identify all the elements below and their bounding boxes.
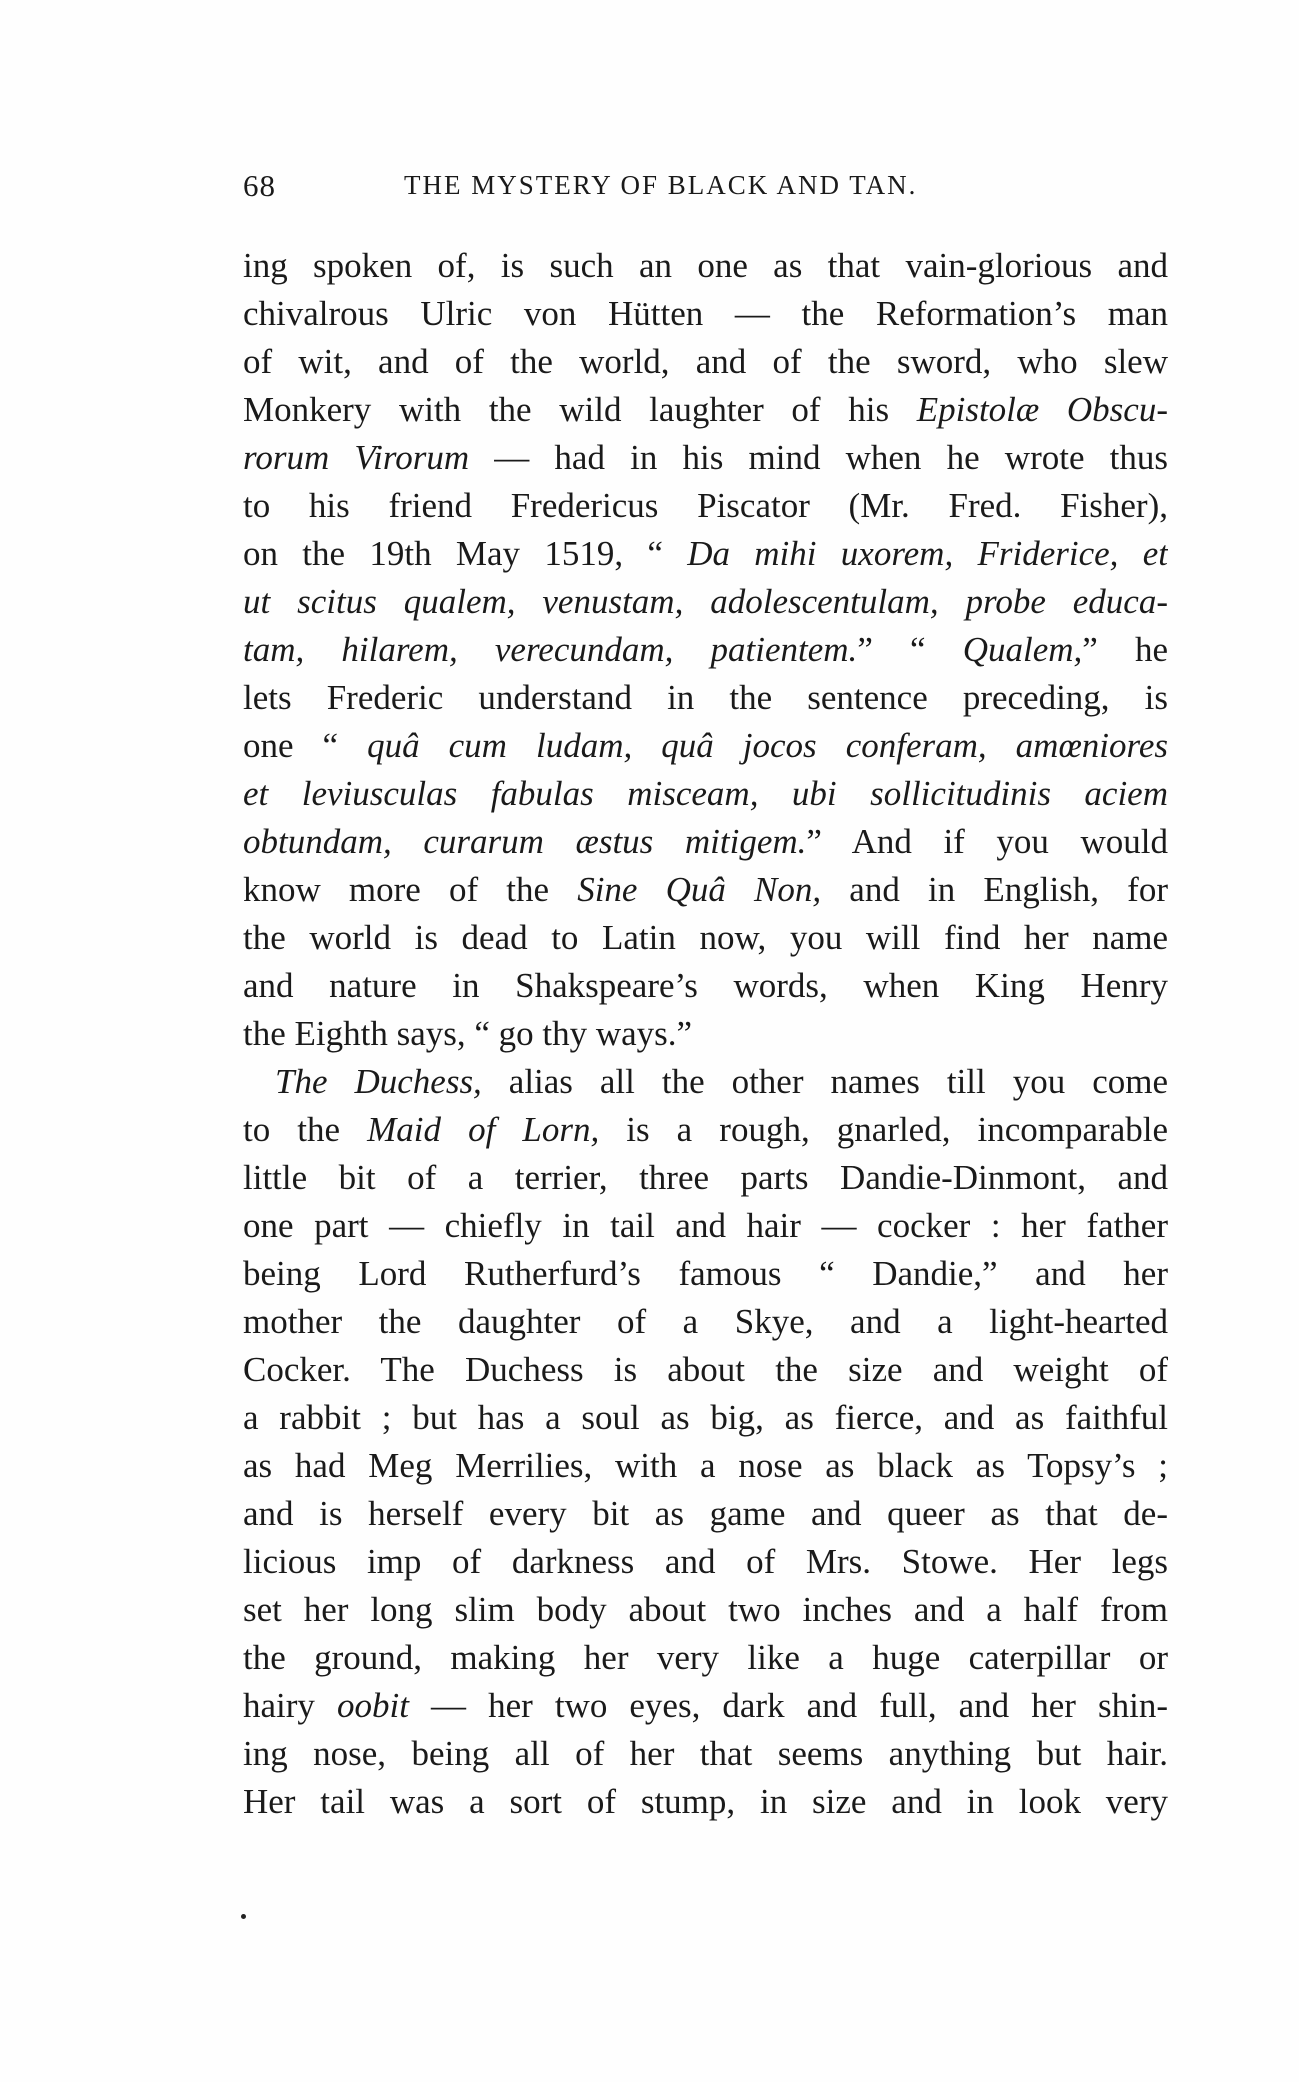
line-text: Cocker. The Duchess is about the size and weight of: [243, 1350, 1168, 1389]
italic-segment: Sine Quâ Non,: [577, 870, 822, 909]
body-text: [243, 242, 1168, 1826]
text-line: [243, 434, 1168, 482]
text-line: [243, 1394, 1168, 1442]
italic-segment: Epistolæ Obscu-: [916, 390, 1168, 429]
line-text: lets Frederic understand in the sentence preceding, is: [243, 678, 1168, 717]
text-line: [243, 770, 1168, 818]
line-text: chivalrous Ulric von Hütten — the Reformation’s man: [243, 294, 1168, 333]
italic-segment: rorum Virorum: [243, 438, 470, 477]
line-segment: ” “: [857, 630, 963, 669]
text-line: [243, 290, 1168, 338]
line-segment: on the 19th May 1519, “: [243, 534, 688, 573]
italic-segment: ut scitus qualem, venustam, adolescentulam, probe educa-: [243, 582, 1168, 621]
ink-speck: [241, 1914, 246, 1919]
text-line: [243, 1442, 1168, 1490]
line-text: mother the daughter of a Skye, and a light-hearted: [243, 1302, 1168, 1341]
line-text: a rabbit ; but has a soul as big, as fierce, and as faithful: [243, 1398, 1168, 1437]
italic-segment: The Duchess,: [275, 1062, 482, 1101]
line-segment: hairy: [243, 1686, 337, 1725]
italic-segment: Qualem,: [962, 630, 1083, 669]
text-line: [243, 1586, 1168, 1634]
text-line: [243, 914, 1168, 962]
text-line: [243, 1298, 1168, 1346]
line-text: as had Meg Merrilies, with a nose as black as Topsy’s ;: [243, 1446, 1168, 1485]
line-text: Her tail was a sort of stump, in size and in look very: [243, 1782, 1168, 1821]
line-segment: and in English, for: [821, 870, 1168, 909]
text-line: [243, 530, 1168, 578]
text-line: [243, 1202, 1168, 1250]
text-line: [243, 1538, 1168, 1586]
text-line: [243, 1106, 1168, 1154]
line-segment: — her two eyes, dark and full, and her shin-: [408, 1686, 1168, 1725]
text-line: [243, 1346, 1168, 1394]
text-line: [243, 1730, 1168, 1778]
text-line: [243, 1010, 1168, 1058]
line-text: the world is dead to Latin now, you will find her name: [243, 918, 1168, 957]
line-text: little bit of a terrier, three parts Dandie-Dinmont, and: [243, 1158, 1168, 1197]
line-text: the ground, making her very like a huge caterpillar or: [243, 1638, 1168, 1677]
text-line: [243, 1490, 1168, 1538]
page-number: 68: [243, 168, 276, 203]
text-line: [243, 962, 1168, 1010]
text-line: [243, 866, 1168, 914]
italic-segment: quâ cum ludam, quâ jocos conferam, amœniores: [367, 726, 1168, 765]
line-segment: — had in his mind when he wrote thus: [469, 438, 1168, 477]
line-text: set her long slim body about two inches and a half from: [243, 1590, 1168, 1629]
line-segment: one “: [243, 726, 368, 765]
text-line: [243, 1058, 1168, 1106]
line-text: and nature in Shakspeare’s words, when King Henry: [243, 966, 1168, 1005]
text-line: [243, 1154, 1168, 1202]
line-text: and is herself every bit as game and queer as that de-: [243, 1494, 1168, 1533]
line-segment: know more of the: [243, 870, 578, 909]
line-segment: is a rough, gnarled, incomparable: [599, 1110, 1168, 1149]
text-line: [243, 578, 1168, 626]
text-line: [243, 1682, 1168, 1730]
text-line: [243, 818, 1168, 866]
text-line: [243, 338, 1168, 386]
line-segment: Monkery with the wild laughter of his: [243, 390, 917, 429]
running-head: [243, 168, 1168, 208]
italic-segment: et leviusculas fabulas misceam, ubi sollicitudinis aciem: [243, 774, 1168, 813]
italic-segment: oobit: [336, 1686, 409, 1725]
line-text: licious imp of darkness and of Mrs. Stowe. Her legs: [243, 1542, 1168, 1581]
text-line: [243, 1634, 1168, 1682]
line-text: ing nose, being all of her that seems anything but hair.: [243, 1734, 1168, 1773]
line-text: ing spoken of, is such an one as that vain-glorious and: [243, 246, 1168, 285]
line-segment: to the: [243, 1110, 368, 1149]
line-text: being Lord Rutherfurd’s famous “ Dandie,” and her: [243, 1254, 1168, 1293]
running-title: THE MYSTERY OF BLACK AND TAN.: [404, 170, 918, 200]
text-line: [243, 386, 1168, 434]
line-segment: ” he: [1082, 630, 1168, 669]
line-text: of wit, and of the world, and of the sword, who slew: [243, 342, 1168, 381]
text-line: [243, 482, 1168, 530]
text-line: [243, 242, 1168, 290]
line-segment: ” And if you would: [806, 822, 1168, 861]
text-line: [243, 1250, 1168, 1298]
italic-segment: obtundam, curarum æstus mitigem.: [243, 822, 807, 861]
italic-segment: Maid of Lorn,: [367, 1110, 600, 1149]
italic-segment: tam, hilarem, verecundam, patientem.: [243, 630, 858, 669]
line-text: the Eighth says, “ go thy ways.”: [243, 1014, 693, 1053]
italic-segment: Da mihi uxorem, Friderice, et: [687, 534, 1168, 573]
text-line: [243, 626, 1168, 674]
text-line: [243, 674, 1168, 722]
line-text: one part — chiefly in tail and hair — cocker : her father: [243, 1206, 1168, 1245]
line-text: to his friend Fredericus Piscator (Mr. Fred. Fisher),: [243, 486, 1168, 525]
text-line: [243, 722, 1168, 770]
text-line: [243, 1778, 1168, 1826]
line-segment: alias all the other names till you come: [481, 1062, 1168, 1101]
